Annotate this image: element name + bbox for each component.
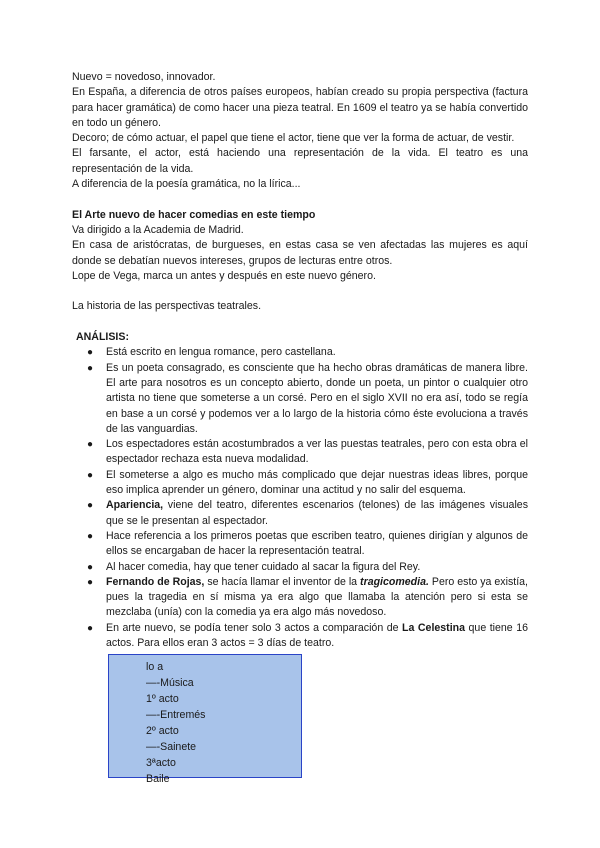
section-paragraph: En casa de aristócratas, de burgueses, en estas casa se ven afectadas las mujeres es aquí donde se debatían nuevos intereses, grupos de lecturas entre otros. [72, 239, 528, 267]
box-line: 2º acto [146, 725, 179, 738]
box-line: lo a [146, 661, 164, 674]
list-item-text: Está escrito en lengua romance, pero castellana. [106, 346, 336, 359]
list-item [72, 345, 528, 360]
list-item-text: Al hacer comedia, hay que tener cuidado al sacar la figura del Rey. [106, 560, 421, 573]
box-line: —-Entremés [146, 709, 206, 722]
list-item [72, 575, 528, 621]
analysis-heading: ANÁLISIS: [76, 331, 129, 344]
section-line: Lope de Vega, marca un antes y después en este nuevo género. [72, 269, 376, 282]
bullet-icon: ● [87, 439, 94, 451]
history-line: La historia de las perspectivas teatrales. [72, 300, 262, 313]
box-line: —-Sainete [146, 741, 197, 754]
list-item-text: se hacía llamar el inventor de la [204, 575, 361, 588]
spacer [72, 192, 528, 207]
list-item-keyword: La Celestina [402, 621, 466, 634]
bullet-icon: ● [87, 622, 94, 634]
box-line: Baile [146, 773, 170, 786]
acts-structure-box [108, 654, 302, 786]
bullet-icon: ● [87, 576, 94, 588]
list-item-text: Hace referencia a los primeros poetas que escriben teatro, quienes dirigían y algunos de ellos se encargaban de hacer la representación teatral. [106, 529, 528, 558]
list-item-text: Pero esto ya existía, pues la tragedia en sí misma ya era algo que llamaba la atención pero si esta se mezclaba (unía) con la comedia ya era algo más novedoso. [106, 575, 528, 619]
section-line: Va dirigido a la Academia de Madrid. [72, 223, 244, 236]
list-item [72, 621, 528, 652]
list-item [72, 437, 528, 468]
intro-paragraph: En España, a diferencia de otros países europeos, habían creado su propia perspectiva (factura para hacer gramática) de como hacer una pieza teatral. En 1609 el teatro ya se había convertido en todo un género. [72, 86, 528, 129]
intro-line: A diferencia de la poesía gramática, no la lírica... [72, 178, 301, 191]
spacer [72, 315, 528, 330]
list-item-text: En arte nuevo, se podía tener solo 3 actos a comparación de [106, 621, 403, 634]
list-item [72, 498, 528, 529]
bullet-icon: ● [87, 362, 94, 374]
intro-paragraph: Decoro; de cómo actuar, el papel que tiene el actor, tiene que ver la forma de actuar, de vestir. [72, 132, 515, 145]
analysis-list [72, 345, 528, 651]
list-item-text: Los espectadores están acostumbrados a ver las puestas teatrales, pero con esta obra el espectador rechaza esta nueva modalidad. [106, 438, 528, 466]
bullet-icon: ● [87, 500, 94, 512]
list-item [72, 361, 528, 437]
list-item-text: viene del teatro, diferentes escenarios (telones) de las imágenes visuales que se le presentan al espectador. [106, 499, 528, 527]
list-item [72, 560, 528, 575]
list-item-text: que tiene 16 actos. Para ellos eran 3 actos = 3 días de teatro. [106, 621, 528, 649]
bullet-icon: ● [87, 530, 94, 542]
spacer [72, 284, 528, 299]
list-item-keyword: Fernando de Rojas, [106, 575, 205, 588]
box-line: —-Música [146, 677, 194, 690]
list-item-keyword: Apariencia, [106, 499, 164, 512]
document-body [72, 70, 528, 786]
bullet-icon: ● [87, 561, 94, 573]
section-title: El Arte nuevo de hacer comedias en este tiempo [72, 208, 316, 221]
list-item [72, 468, 528, 499]
intro-paragraph: El farsante, el actor, está haciendo una representación de la vida. El teatro es una representación de la vida. [72, 147, 528, 175]
bullet-icon: ● [87, 347, 94, 359]
list-item [72, 529, 528, 560]
box-line: 1º acto [146, 693, 179, 706]
intro-line: Nuevo = novedoso, innovador. [72, 71, 216, 83]
box-line: 3ªacto [146, 757, 176, 770]
list-item-text: Es un poeta consagrado, es consciente que ha hecho obras dramáticas de manera libre. El arte para nosotros es un concepto abierto, donde un poeta, un pintor o cualquier otro artista no tiene que someterse a un corsé. Pero en el siglo XVII no era así, todo se regía en base a un corsé y podemos ver a lo largo de la historia cómo éste evoluciona a través de las vanguardias. [106, 361, 528, 435]
bullet-icon: ● [87, 469, 94, 481]
list-item-text: El someterse a algo es mucho más complicado que dejar nuestras ideas libres, porque eso implica aprender un género, dominar una actitud y no salir del esquema. [106, 468, 528, 497]
list-item-keyword: tragicomedia. [360, 575, 429, 588]
